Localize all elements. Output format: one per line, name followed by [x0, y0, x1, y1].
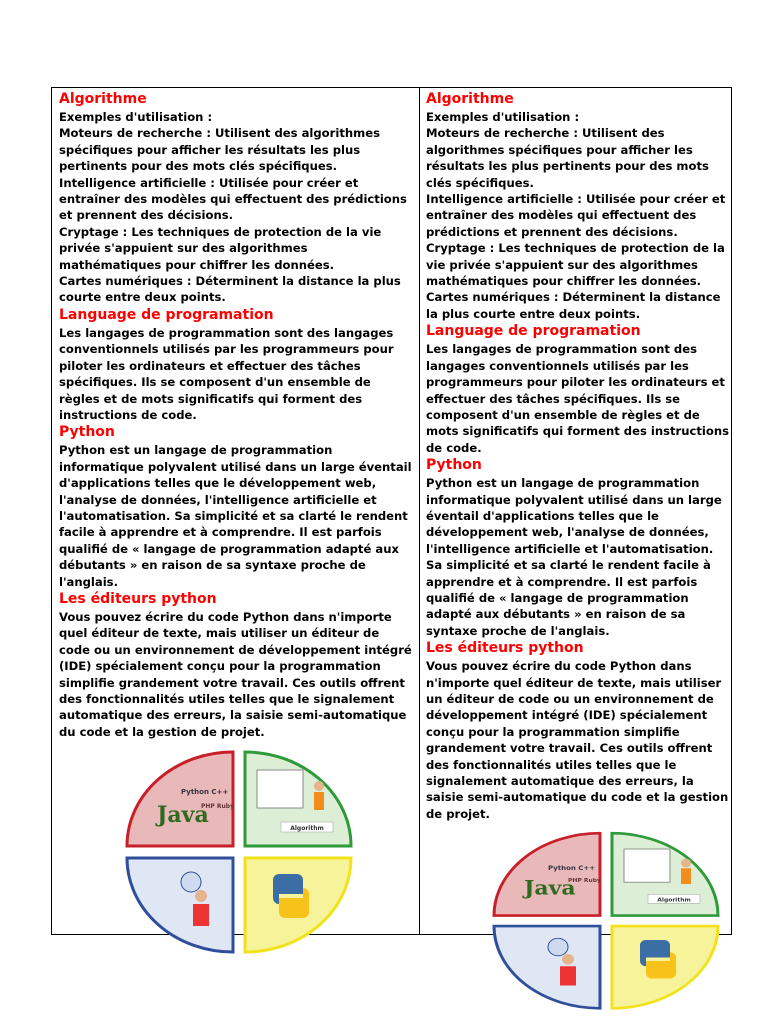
- content-table: [51, 87, 732, 935]
- word-cloud-decor: PHP Ruby: [568, 878, 601, 885]
- teacher-figure: [314, 781, 324, 791]
- algo-line: Exemples d'utilisation :: [426, 110, 580, 124]
- magnifier-icon: [181, 872, 201, 892]
- langage-paragraph: Les langages de programmation sont des langages conventionnels utilisés par les programmeurs pour piloter les ordinateurs et effectuer des tâches spécifiques. Ils se composent d'un ensemble de règles et de mots significatifs qui forment des instructions de code.: [59, 325, 394, 422]
- java-word: Java: [524, 877, 576, 900]
- quadrant-graphic: [488, 828, 724, 1024]
- heading-langage: Language de programation: [59, 306, 274, 323]
- heading-langage: Language de programation: [426, 323, 641, 340]
- heading-algorithme: Algorithme: [426, 91, 514, 107]
- heading-algorithme: Algorithme: [59, 91, 147, 107]
- teacher-figure: [314, 792, 324, 810]
- editeurs-paragraph: Vous pouvez écrire du code Python dans n'importe quel éditeur de texte, mais utiliser un éditeur de code ou un environnement de développement intégré (IDE) spécialement conçu pour la programmation simplifie grandement votre travail. Ces outils offrent des fonctionnalités utiles telles que le signalement automatique des erreurs, la saisie semi-automatique du code et la gestion de projet.: [426, 659, 729, 821]
- quadrant-illustration: [488, 828, 724, 1024]
- developer-quadrant: [127, 858, 233, 952]
- heading-editeurs: Les éditeurs python: [426, 640, 584, 657]
- right-column: [426, 90, 730, 1024]
- heading-editeurs: Les éditeurs python: [59, 590, 217, 607]
- algo-line: Moteurs de recherche : Utilisent des algorithmes spécifiques pour afficher les résultats les plus pertinents pour des mots clés spécifiques.: [426, 126, 709, 190]
- whiteboard: [257, 770, 303, 808]
- algo-line: Cryptage : Les techniques de protection de la vie privée s'appuient sur des algorithmes mathématiques pour chiffrer les données.: [59, 224, 382, 272]
- quadrant-graphic: [121, 746, 357, 970]
- java-quadrant: [127, 752, 233, 846]
- langage-paragraph: Les langages de programmation sont des langages conventionnels utilisés par les programmeurs pour piloter les ordinateurs et effectuer des tâches spécifiques. Ils se composent d'un ensemble de règles et de mots significatifs qui forment des instructions de code.: [426, 342, 730, 455]
- algo-line: Intelligence artificielle : Utilisée pour créer et entraîner des modèles qui effectuent des prédictions et prennent des décisions.: [59, 175, 407, 223]
- algorithm-caption: Algorithm: [290, 825, 324, 833]
- heading-python: Python: [426, 457, 482, 474]
- word-cloud-decor: Python C++: [548, 864, 596, 873]
- magnifier-icon: [548, 939, 568, 957]
- word-cloud-decor: Python C++: [181, 788, 229, 797]
- algorithm-caption: Algorithm: [657, 898, 691, 904]
- left-column: [59, 90, 413, 970]
- algo-line: Moteurs de recherche : Utilisent des algorithmes spécifiques pour afficher les résultats les plus pertinents pour des mots clés spécifiques.: [59, 126, 380, 174]
- developer-figure: [562, 954, 574, 965]
- word-cloud-decor: PHP Ruby: [201, 803, 235, 811]
- algo-line: Intelligence artificielle : Utilisée pour créer et entraîner des modèles qui effectuent des prédictions et prennent des décisions.: [426, 192, 726, 239]
- heading-python: Python: [59, 424, 115, 441]
- developer-figure: [195, 890, 207, 902]
- column-divider: [419, 88, 420, 934]
- teacher-figure: [681, 859, 691, 868]
- developer-quadrant: [494, 926, 600, 1008]
- whiteboard: [624, 849, 670, 882]
- quadrant-illustration: [121, 746, 357, 970]
- algo-line: Exemples d'utilisation :: [59, 110, 213, 124]
- python-paragraph: Python est un langage de programmation informatique polyvalent utilisé dans un large éventail d'applications telles que le développement web, l'analyse de données, l'intelligence artificielle et l'automatisation. Sa simplicité et sa clarté le rendent facile à apprendre et à comprendre. Il est parfois qualifié de « langage de programmation adapté aux débutants » en raison de sa syntaxe proche de l'anglais.: [59, 443, 412, 589]
- algo-line: Cartes numériques : Déterminent la distance la plus courte entre deux points.: [59, 274, 401, 305]
- java-quadrant: [494, 834, 600, 916]
- algo-line: Cartes numériques : Déterminent la distance la plus courte entre deux points.: [426, 290, 721, 321]
- python-paragraph: Python est un langage de programmation informatique polyvalent utilisé dans un large éventail d'applications telles que le développement web, l'analyse de données, l'intelligence artificielle et l'automatisation. Sa simplicité et sa clarté le rendent facile à apprendre et à comprendre. Il est parfois qualifié de « langage de programmation adapté aux débutants » en raison de sa syntaxe proche de l'anglais.: [426, 476, 722, 638]
- algo-line: Cryptage : Les techniques de protection de la vie privée s'appuient sur des algorithmes mathématiques pour chiffrer les données.: [426, 241, 725, 289]
- editeurs-paragraph: Vous pouvez écrire du code Python dans n'importe quel éditeur de texte, mais utiliser un éditeur de code ou un environnement de développement intégré (IDE) spécialement conçu pour la programmation simplifie grandement votre travail. Ces outils offrent des fonctionnalités utiles telles que le signalement automatique des erreurs, la saisie semi-automatique du code et la gestion de projet.: [59, 609, 412, 739]
- developer-figure: [193, 904, 209, 926]
- java-word: Java: [157, 802, 209, 829]
- developer-figure: [560, 967, 576, 986]
- teacher-figure: [681, 869, 691, 885]
